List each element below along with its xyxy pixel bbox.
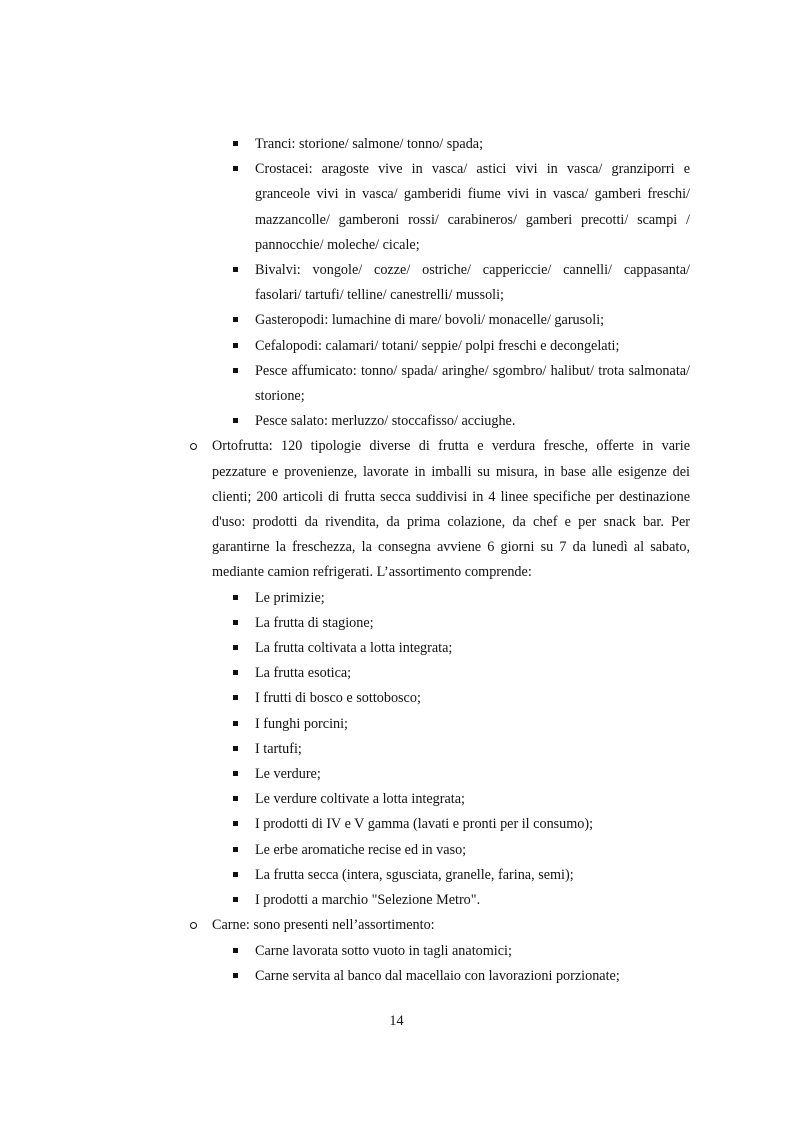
list-item: I frutti di bosco e sottobosco; [233,686,690,711]
list-item: Bivalvi: vongole/ cozze/ ostriche/ cappericcie/ cannelli/ cappasanta/ fasolari/ tartufi/ telline/ canestrelli/ mussoli; [233,258,690,308]
page-number: 14 [389,1013,404,1029]
list-item: La frutta secca (intera, sgusciata, granelle, farina, semi); [233,863,690,888]
ortofrutta-product-list [233,586,690,914]
category-carne [190,913,690,989]
page-content [190,132,690,989]
list-item: Le erbe aromatiche recise ed in vaso; [233,838,690,863]
list-item: Crostacei: aragoste vive in vasca/ astici vivi in vasca/ granziporri e granceole vivi in vasca/ gamberidi fiume vivi in vasca/ gamberi freschi/ mazzancolle/ gamberoni rossi/ carabineros/ gamberi precotti/ scampi / pannocchie/ moleche/ cicale; [233,157,690,258]
circle-bullet-icon [190,443,197,450]
list-item: La frutta esotica; [233,661,690,686]
fish-product-list [233,132,690,434]
list-item: I prodotti a marchio "Selezione Metro". [233,888,690,913]
circle-bullet-icon [190,922,197,929]
category-ortofrutta [190,434,690,913]
list-item: La frutta coltivata a lotta integrata; [233,636,690,661]
category-list [190,434,690,988]
category-description: Ortofrutta: 120 tipologie diverse di frutta e verdura fresche, offerte in varie pezzature e provenienze, lavorate in imballi su misura, in base alle esigenze dei clienti; 200 articoli di frutta secca suddivisi in 4 linee specifiche per destinazione d'uso: prodotti da rivendita, da prima colazione, da chef e per snack bar. Per garantirne la freschezza, la consegna avviene 6 giorni su 7 da lunedì al sabato, mediante camion refrigerati. L’assortimento comprende: [212,438,690,581]
list-item: I funghi porcini; [233,712,690,737]
list-item: Le primizie; [233,586,690,611]
list-item: Carne lavorata sotto vuoto in tagli anatomici; [233,939,690,964]
list-item: Tranci: storione/ salmone/ tonno/ spada; [233,132,690,157]
list-item: Cefalopodi: calamari/ totani/ seppie/ polpi freschi e decongelati; [233,334,690,359]
list-item: Pesce salato: merluzzo/ stoccafisso/ acciughe. [233,409,690,434]
carne-product-list [233,939,690,989]
list-item: La frutta di stagione; [233,611,690,636]
list-item: Pesce affumicato: tonno/ spada/ aringhe/ sgombro/ halibut/ trota salmonata/ storione; [233,359,690,409]
list-item: I tartufi; [233,737,690,762]
list-item: Carne servita al banco dal macellaio con lavorazioni porzionate; [233,964,690,989]
category-description: Carne: sono presenti nell’assortimento: [212,917,435,934]
list-item: Gasteropodi: lumachine di mare/ bovoli/ monacelle/ garusoli; [233,308,690,333]
list-item: Le verdure; [233,762,690,787]
list-item: Le verdure coltivate a lotta integrata; [233,787,690,812]
list-item: I prodotti di IV e V gamma (lavati e pronti per il consumo); [233,812,690,837]
